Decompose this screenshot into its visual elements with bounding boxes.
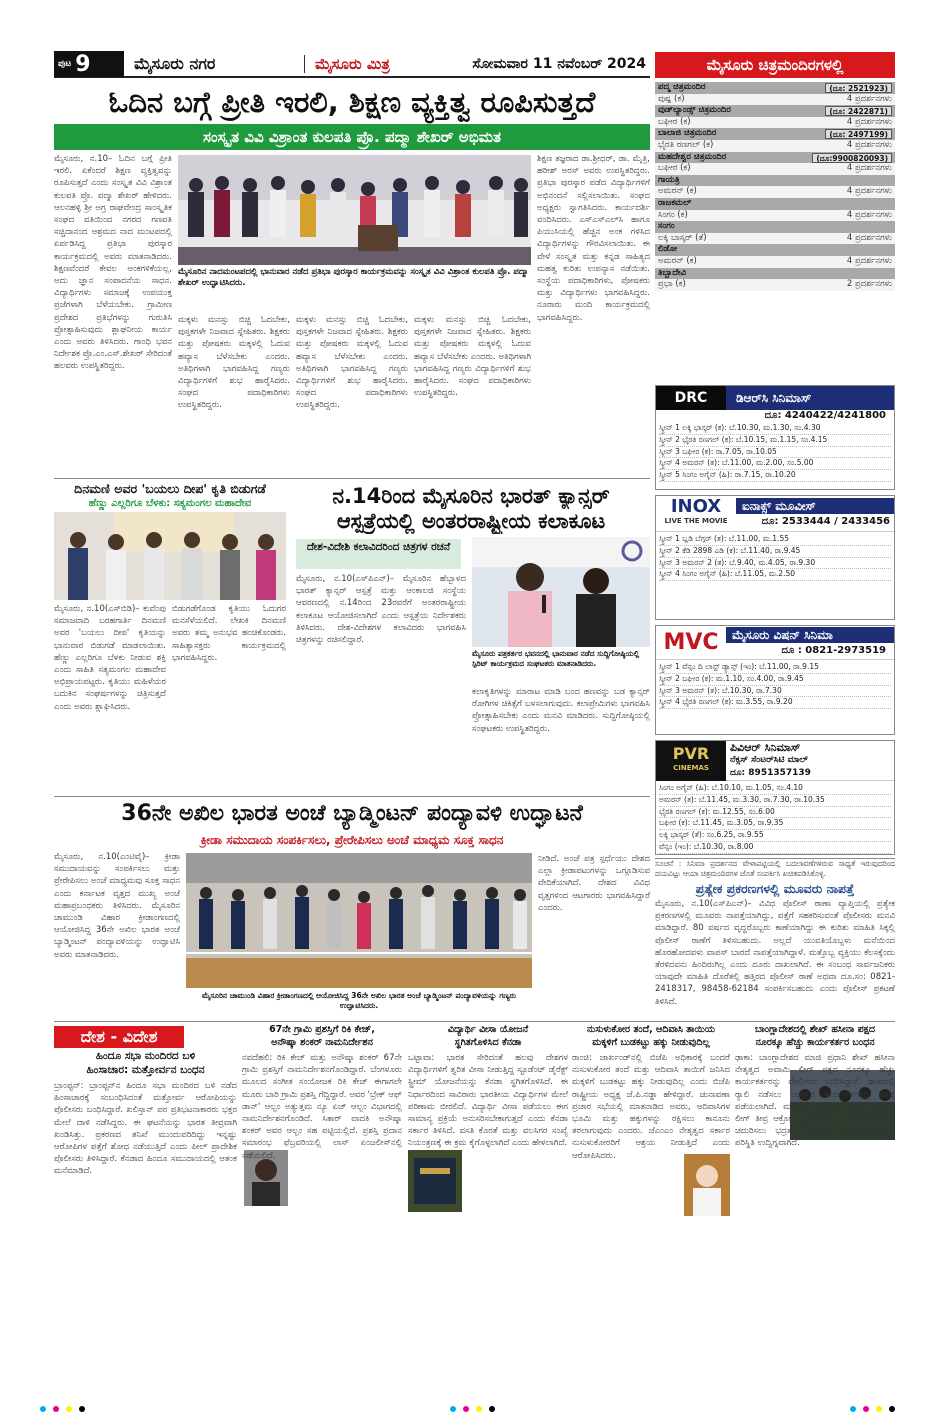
theatre-row <box>655 198 895 210</box>
brand-logo: ಮೈಸೂರು ಮಿತ್ರ <box>304 55 454 73</box>
lead-headline: ಓದಿನ ಬಗ್ಗೆ ಪ್ರೀತಿ ಇರಲಿ, ಶಿಕ್ಷಣ ವ್ಯಕ್ತಿತ್ವ ರೂಪಿಸುತ್ತದೆ <box>108 85 596 119</box>
badminton-column-3: ನೀಡಿದೆ. ಅಂಚೆ ಪತ್ರ ಸ್ಪರ್ಧೆಯು ದೇಶದ ಎಲ್ಲಾ ಕ್ರೀಡಾಪಟುಗಳನ್ನು ಒಗ್ಗೂಡಿಸುವ ವೇದಿಕೆಯಾಗಿದೆ. ದೇಶದ ವಿವಿಧ ವೃತ್ತಗಳಿಂದ ಆಟಗಾರರು ಭಾಗವಹಿಸಿದ್ದಾರೆ ಎಂದರು. <box>538 854 650 913</box>
yellow-dot <box>876 1406 882 1412</box>
registration-marks <box>850 1406 895 1416</box>
mvc-header <box>656 626 894 660</box>
yellow-dot <box>476 1406 482 1412</box>
world-story-3-body: ಒಟ್ಟಾವಾ: ಭಾರತ ಸೇರಿದಂತೆ ಹಲವು ದೇಶಗಳ ವಿದ್ಯಾರ್ಥಿಗಳಿಗೆ ತ್ವರಿತ ವೀಸಾ ನೀಡುತ್ತಿದ್ದ ಸ್ಟೂಡೆಂಟ್ ಡೈರೆಕ್ಟ್ ಸ್ಟ್ರೀಮ್ ಯೋಜನೆಯನ್ನು ಕೆನಡಾ ಸ್ಥಗಿತಗೊಳಿಸಿದೆ. ಈ ನಿರ್ಧಾರದಿಂದ ಸಾವಿರಾರು ಭಾರತೀಯ ವಿದ್ಯಾರ್ಥಿಗಳ ಮೇಲೆ ಪರಿಣಾಮ ಬೀರಲಿದೆ. ವಿದ್ಯಾರ್ಥಿ ವೀಸಾ ಪಡೆಯಲು ಈಗ ಸಾಮಾನ್ಯ ಪ್ರಕ್ರಿಯೆ ಅನುಸರಿಸಬೇಕಾಗುತ್ತದೆ ಎಂದು ಕೆನಡಾ ಸರ್ಕಾರ ತಿಳಿಸಿದೆ. ವಸತಿ ಕೊರತೆ ಮತ್ತು ವಲಸಿಗರ ಸಂಖ್ಯೆ ನಿಯಂತ್ರಣಕ್ಕೆ ಈ ಕ್ರಮ ಕೈಗೊಳ್ಳಲಾಗಿದೆ ಎಂದು ಹೇಳಲಾಗಿದೆ. <box>408 1053 568 1149</box>
film-row <box>655 94 895 106</box>
film-title: ಪ್ರಭಾ (ಕ) <box>658 279 686 290</box>
world-story-5-headline: ಬಾಂಗ್ಲಾದೇಶದಲ್ಲಿ ಶೇಖ್ ಹಸೀನಾ ಪಕ್ಷದ <box>754 1024 876 1035</box>
pvr-logo <box>656 741 726 781</box>
lead-column-2: ಮಕ್ಕಳು ಮನಸ್ಸು ಬಿಚ್ಚಿ ಓದಬೇಕು, ಪುಸ್ತಕಗಳೇ ನಿಜವಾದ ಸ್ನೇಹಿತರು. ಶಿಕ್ಷಕರು ಮತ್ತು ಪೋಷಕರು ಮಕ್ಕಳಲ್ಲಿ ಓದುವ ಹವ್ಯಾಸ ಬೆಳೆಸಬೇಕು ಎಂದರು. ಅತಿಥಿಗಳಾಗಿ ಭಾಗವಹಿಸಿದ್ದ ಗಣ್ಯರು ವಿದ್ಯಾರ್ಥಿಗಳಿಗೆ ಶುಭ ಹಾರೈಸಿದರು. ಸಂಘದ ಪದಾಧಿಕಾರಿಗಳು ಉಪಸ್ಥಿತರಿದ್ದರು. <box>178 315 290 411</box>
theatre-row <box>655 82 895 94</box>
book-column-2: ಬಿಡುಗಡೆಗೊಂಡ ಕೃತಿಯು ಓದುಗರ ಮನಸೆಳೆಯಲಿದೆ. ಲೇಖಕಿ ದಿನಮಣಿ ಅವರು ತಮ್ಮ ಅನುಭವ ಹಂಚಿಕೊಂಡರು. ಸಾಹಿತ್ಯಾಸಕ್ತರು ಕಾರ್ಯಕ್ರಮದಲ್ಲಿ ಭಾಗವಹಿಸಿದ್ದರು. <box>172 604 286 663</box>
schedule-line: ಸ್ಕ್ರೀನ್ 2 ಬಘೀರ (ಕ): ಮ.1.10, ಸಂ.4.00, ರಾ.9.45 <box>659 674 891 686</box>
world-story-1-headline-2: ಹಿಂಸಾಚಾರ: ಮತ್ತೋರ್ವನ ಬಂಧನ <box>86 1064 205 1076</box>
film-shows: 4 ಪ್ರದರ್ಶನಗಳು <box>846 255 892 266</box>
theatre-name: ಬಾಲಾಜಿ ಚಿತ್ರಮಂದಿರ <box>658 128 717 139</box>
page-number-box <box>54 51 124 77</box>
mvc-titlebox <box>726 627 894 659</box>
drc-logo: DRC <box>656 386 726 410</box>
world-story-1-body: ಬ್ರಾಂಪ್ಟನ್: ಬ್ರಾಂಪ್ಟನ್‌ನ ಹಿಂದೂ ಸಭಾ ಮಂದಿರದ ಬಳಿ ನಡೆದ ಹಿಂಸಾಚಾರಕ್ಕೆ ಸಂಬಂಧಿಸಿದಂತೆ ಮತ್ತೋರ್ವ ಆರೋಪಿಯನ್ನು ಪೊಲೀಸರು ಬಂಧಿಸಿದ್ದಾರೆ. ಖಲಿಸ್ತಾನ್ ಪರ ಪ್ರತಿಭಟನಾಕಾರರು ಭಕ್ತರ ಮೇಲೆ ದಾಳಿ ನಡೆಸಿದ್ದರು. ಈ ಘಟನೆಯನ್ನು ಭಾರತ ತೀವ್ರವಾಗಿ ಖಂಡಿಸಿತ್ತು. ಪ್ರಕರಣದ ತನಿಖೆ ಮುಂದುವರಿದಿದ್ದು ಇನ್ನಷ್ಟು ಆರೋಪಿಗಳ ಪತ್ತೆಗೆ ಶೋಧ ನಡೆಯುತ್ತಿದೆ ಎಂದು ಪೀಲ್ ಪ್ರಾದೇಶಿಕ ಪೊಲೀಸರು ತಿಳಿಸಿದ್ದಾರೆ. ಕೆನಡಾದ ಹಿಂದೂ ಸಮುದಾಯದಲ್ಲಿ ಆತಂಕ ಮನೆಮಾಡಿದೆ. <box>54 1081 237 1177</box>
issue-date: ಸೋಮವಾರ 11 ನವೆಂಬರ್ 2024 <box>472 56 646 72</box>
film-row <box>655 117 895 129</box>
world-story-2-body: ನವದೆಹಲಿ: ರಿಕಿ ಕೇಜ್ ಮತ್ತು ಅನೌಷ್ಕಾ ಶಂಕರ್ 67ನೇ ಗ್ರಾಮಿ ಪ್ರಶಸ್ತಿಗೆ ನಾಮನಿರ್ದೇಶನಗೊಂಡಿದ್ದಾರೆ. ಬೆಂಗಳೂರು ಮೂಲದ ಸಂಗೀತ ಸಂಯೋಜಕ ರಿಕಿ ಕೇಜ್ ಈಗಾಗಲೇ ಮೂರು ಬಾರಿ ಗ್ರಾಮಿ ಪ್ರಶಸ್ತಿ ಗೆದ್ದಿದ್ದಾರೆ. ಅವರ 'ಬ್ರೇಕ್ ಆಫ್ ಡಾನ್' ಆಲ್ಬಂ ಅತ್ಯುತ್ತಮ ನ್ಯೂ ಏಜ್ ಆಲ್ಬಂ ವಿಭಾಗದಲ್ಲಿ ನಾಮನಿರ್ದೇಶನಗೊಂಡಿದೆ. ಸಿತಾರ್ ವಾದಕಿ ಅನೌಷ್ಕಾ ಶಂಕರ್ ಅವರ ಆಲ್ಬಂ ಸಹ ಪಟ್ಟಿಯಲ್ಲಿದೆ. ಪ್ರಶಸ್ತಿ ಪ್ರದಾನ ಸಮಾರಂಭ ಫೆಬ್ರವರಿಯಲ್ಲಿ ಲಾಸ್ ಏಂಜಲೀಸ್‌ನಲ್ಲಿ ನಡೆಯಲಿದೆ. <box>242 1053 402 1161</box>
world-story-4-headline: ನುಸುಳುಕೋರ ತಂದೆ, ಆದಿವಾಸಿ ತಾಯಿಯ <box>587 1024 715 1035</box>
cyan-dot <box>450 1406 456 1412</box>
inox-phone: ದೂ: 2533444 / 2433456 <box>761 515 890 527</box>
mvc-cinema-box <box>655 625 895 735</box>
black-dot <box>889 1406 895 1412</box>
inox-header <box>656 496 894 532</box>
lead-photo-caption: ಮೈಸೂರಿನ ನಾದಮಂಟಪದಲ್ಲಿ ಭಾನುವಾರ ನಡೆದ ಪ್ರತಿಭಾ ಪುರಸ್ಕಾರ ಕಾರ್ಯಕ್ರಮವನ್ನು ಸಂಸ್ಕೃತ ವಿವಿ ವಿಶ್ರಾಂತ ಕುಲಪತಿ ಪ್ರೊ. ಪದ್ಮಾ ಶೇಖರ್ ಉದ್ಘಾಟಿಸಿದರು. <box>178 267 529 288</box>
page-label: ಪುಟ <box>58 59 72 69</box>
schedule-line: ಸ್ಕ್ರೀನ್ 5 ಸಿಂಗಂ ಅಗೈನ್ (ಹಿ): ರಾ.7.15, ರಾ.10.20 <box>659 470 891 482</box>
film-row <box>655 233 895 245</box>
registration-marks <box>40 1406 85 1416</box>
book-photo <box>54 512 286 600</box>
drc-header <box>656 386 894 410</box>
theatre-name: ತಿಬ್ಬಾದೇವಿ <box>658 267 687 278</box>
pvr-phone: ದೂ: 8951357139 <box>730 768 811 778</box>
world-story-4-body: ರಾಂಚಿ: ಜಾರ್ಖಂಡ್‌ನಲ್ಲಿ ಬಿಜೆಪಿ ಅಧಿಕಾರಕ್ಕೆ ಬಂದರೆ ನುಸುಳುಕೋರ ತಂದೆ ಮತ್ತು ಆದಿವಾಸಿ ತಾಯಿಗೆ ಜನಿಸಿದ ಮಕ್ಕಳಿಗೆ ಬುಡಕಟ್ಟು ಹಕ್ಕು ನೀಡುವುದಿಲ್ಲ ಎಂದು ಬಿಜೆಪಿ ರಾಷ್ಟ್ರೀಯ ಅಧ್ಯಕ್ಷ ಜೆ.ಪಿ.ನಡ್ಡಾ ಹೇಳಿದ್ದಾರೆ. ಚುನಾವಣಾ ಪ್ರಚಾರ ಸಭೆಯಲ್ಲಿ ಮಾತನಾಡಿದ ಅವರು, ಆದಿವಾಸಿಗಳ ಭೂಮಿ ಮತ್ತು ಹಕ್ಕುಗಳನ್ನು ರಕ್ಷಿಸಲು ಕಾನೂನು ತರಲಾಗುವುದು ಎಂದರು. ಜೆಎಂಎಂ ನೇತೃತ್ವದ ಸರ್ಕಾರ ನುಸುಳುಕೋರರಿಗೆ ಆಶ್ರಯ ನೀಡುತ್ತಿದೆ ಎಂದು ಆರೋಪಿಸಿದರು. <box>572 1053 730 1161</box>
lead-photo <box>178 155 531 265</box>
film-shows: 4 ಪ್ರದರ್ಶನಗಳು <box>846 163 892 174</box>
schedule-line: ಸ್ಕ್ರೀನ್ 4 ಭೈರತಿ ರಣಗಲ್ (ಕ): ಮ.3.55, ರಾ.9.20 <box>659 697 891 709</box>
badminton-photo <box>186 853 532 988</box>
book-column-1: ಮೈಸೂರು, ನ.10(ಎಸ್‌ಬಿಡಿ)– ಕುವೆಂಪು ಸಮಾಜವಾದಿ ಬರಹಗಾರ್ತಿ ದಿನಮಣಿ ಅವರ 'ಬಯಲು ದೀಪ' ಕೃತಿಯನ್ನು ಭಾನುವಾರ ಬಿಡುಗಡೆ ಮಾಡಲಾಯಿತು. ಹೆಣ್ಣು ಎಲ್ಲರಿಗೂ ಬೆಳಕು ನೀಡುವ ಶಕ್ತಿ ಎಂದು ಸಾಹಿತಿ ಸತ್ಯಮಂಗಲ ಮಹಾದೇವ ಅಭಿಪ್ರಾಯಪಟ್ಟರು. ಕೃತಿಯು ಮಹಿಳೆಯರ ಬದುಕಿನ ಸಂಘರ್ಷಗಳನ್ನು ಚಿತ್ರಿಸುತ್ತದೆ ಎಂದು ಅವರು ಶ್ಲಾಘಿಸಿದರು. <box>54 604 166 712</box>
cancer-kicker: ದೇಶ-ವಿದೇಶಿ ಕಲಾವಿದರಿಂದ ಚಿತ್ರಗಳ ರಚನೆ <box>296 539 461 569</box>
black-dot <box>489 1406 495 1412</box>
theatre-row <box>655 128 895 140</box>
schedule-line: ಸ್ಕ್ರೀನ್ 2 ಭೈರತಿ ರಣಗಲ್ (ಕ): ಬೆ.10.15, ಮ.1.15, ಸಂ.4.15 <box>659 435 891 447</box>
inox-name: ಐನಾಕ್ಸ್ ಮೂವೀಸ್ <box>736 498 894 514</box>
schedule-line: ಸ್ಕ್ರೀನ್ 1 ವೆನ್ಸಂ ದಿ ಲಾಸ್ಟ್ ಡ್ಯಾನ್ಸ್ (ಇಂ): ಬೆ.11.00, ರಾ.9.15 <box>659 662 891 674</box>
film-title: ಬಘೀರ (ಕ) <box>658 116 691 127</box>
divider <box>54 796 650 797</box>
film-title: ಬಘೀರ (ಕ) <box>658 163 691 174</box>
cancer-photo-caption: ಮೈಸೂರು ಪತ್ರಕರ್ತರ ಭವನದಲ್ಲಿ ಭಾನುವಾರ ನಡೆದ ಸುದ್ದಿಗೋಷ್ಠಿಯಲ್ಲಿ ಸ್ಪಿರಿಟ್ ಕಾರ್ಯಕ್ರಮದ ಸಂಘಟಕರು ಮಾತನಾಡಿದರು. <box>472 649 640 668</box>
schedule-line: ಸ್ಕ್ರೀನ್ 3 ಅಮರನ್ (ತ): ಬೆ.10.30, ರಾ.7.30 <box>659 686 891 698</box>
world-story-5-body: ಢಾಕಾ: ಬಾಂಗ್ಲಾದೇಶದ ಮಾಜಿ ಪ್ರಧಾನಿ ಶೇಖ್ ಹಸೀನಾ ನೇತೃತ್ವದ ಅವಾಮಿ ಲೀಗ್ ಪಕ್ಷದ ನೂರಕ್ಕೂ ಹೆಚ್ಚು ಕಾರ್ಯಕರ್ತರನ್ನು ಪೊಲೀಸರು ಬಂಧಿಸಿದ್ದಾರೆ. ಢಾಕಾದಲ್ಲಿ ರ‍್ಯಾಲಿ ನಡೆಸಲು ಯತ್ನಿಸಿದ ಕಾರ್ಯಕರ್ತರನ್ನು ವಶಕ್ಕೆ ಪಡೆಯಲಾಗಿದೆ. ಮಧ್ಯಂತರ ಸರ್ಕಾರದ ಕ್ರಮಕ್ಕೆ ಅವಾಮಿ ಲೀಗ್ ತೀವ್ರ ಆಕ್ರೋಶ ವ್ಯಕ್ತಪಡಿಸಿದೆ. ಪ್ರತಿಭಟನಾಕಾರರನ್ನು ಚದುರಿಸಲು ಭದ್ರತಾ ಪಡೆಗಳನ್ನು ನಿಯೋಜಿಸಲಾಗಿತ್ತು. ಪರಿಸ್ಥಿತಿ ಉದ್ವಿಗ್ನವಾಗಿದೆ. <box>735 1053 895 1149</box>
divider <box>54 1021 895 1022</box>
film-title: ಭೈರತಿ ರಣಗಲ್ (ಕ) <box>658 139 714 150</box>
film-row <box>655 256 895 268</box>
lead-column-3b: ಮಕ್ಕಳು ಮನಸ್ಸು ಬಿಚ್ಚಿ ಓದಬೇಕು, ಪುಸ್ತಕಗಳೇ ನಿಜವಾದ ಸ್ನೇಹಿತರು. ಶಿಕ್ಷಕರು ಮತ್ತು ಪೋಷಕರು ಮಕ್ಕಳಲ್ಲಿ ಓದುವ ಹವ್ಯಾಸ ಬೆಳೆಸಬೇಕು ಎಂದರು. ಅತಿಥಿಗಳಾಗಿ ಭಾಗವಹಿಸಿದ್ದ ಗಣ್ಯರು ವಿದ್ಯಾರ್ಥಿಗಳಿಗೆ ಶುಭ ಹಾರೈಸಿದರು. ಸಂಘದ ಪದಾಧಿಕಾರಿಗಳು ಉಪಸ್ಥಿತರಿದ್ದರು. <box>414 315 531 399</box>
theatre-row <box>655 175 895 187</box>
schedule-line: ಸ್ಕ್ರೀನ್ 4 ಸಿಂಗಂ ಅಗೈನ್ (ಹಿ): ಬೆ.11.05, ಮ.2.50 <box>659 569 891 581</box>
inox-schedule <box>656 532 894 583</box>
theatre-phone: (ದೂ: 2422871) <box>825 106 892 116</box>
schedule-line: ಭೈರತಿ ರಣಗಲ್ (ಕ): ಮ.12.55, ಸಂ.6.00 <box>659 807 891 819</box>
film-shows: 4 ಪ್ರದರ್ಶನಗಳು <box>846 93 892 104</box>
film-row <box>655 186 895 198</box>
world-story-1-headline: ಹಿಂದೂ ಸಭಾ ಮಂದಿರದ ಬಳಿ <box>95 1050 196 1062</box>
schedule-line: ಸ್ಕ್ರೀನ್ 1 ಲಕ್ಕಿ ಭಾಸ್ಕರ್ (ಕ): ಬೆ.10.30, ಮ.1.30, ಸಂ.4.30 <box>659 423 891 435</box>
schedule-line: ವೆನ್ಸಂ (ಇಂ): ಬೆ.10.30, ರಾ.8.00 <box>659 842 891 854</box>
theatre-list <box>655 82 895 291</box>
badminton-column-1: ಮೈಸೂರು, ನ.10(ಎಂಟಿವೈ)– ಕ್ರೀಡಾ ಸಮುದಾಯವನ್ನು ಸಂಪರ್ಕಿಸಲು ಮತ್ತು ಪ್ರೇರೇಪಿಸಲು ಅಂಚೆ ಮಾಧ್ಯಮವು ಸೂಕ್ತ ಸಾಧನ ಎಂದು ಕರ್ನಾಟಕ ವೃತ್ತದ ಮುಖ್ಯ ಅಂಚೆ ಮಹಾಪ್ರಬಂಧಕರು ತಿಳಿಸಿದರು. ಮೈಸೂರಿನ ಚಾಮುಂಡಿ ವಿಹಾರ ಕ್ರೀಡಾಂಗಣದಲ್ಲಿ ಆಯೋಜಿಸಿದ್ದ 36ನೇ ಅಖಿಲ ಭಾರತ ಅಂಚೆ ಬ್ಯಾಡ್ಮಿಂಟನ್ ಪಂದ್ಯಾವಳಿಯನ್ನು ಉದ್ಘಾಟಿಸಿ ಅವರು ಮಾತನಾಡಿದರು. <box>54 852 180 960</box>
mvc-logo: MVC <box>663 630 719 655</box>
cyan-dot <box>850 1406 856 1412</box>
world-story-5-headline-2: ನೂರಕ್ಕೂ ಹೆಚ್ಚು ಕಾರ್ಯಕರ್ತರ ಬಂಧನ <box>755 1037 875 1048</box>
schedule-line: ಸ್ಕ್ರೀನ್ 2 ಕೆಡಿ 2898 ಎಡಿ (ಕ): ಬೆ.11.40, ರಾ.9.45 <box>659 546 891 558</box>
mvc-phone: ದೂ : 0821-2973519 <box>781 644 886 656</box>
cancer-headline-1: ನ.14ರಿಂದ ಮೈಸೂರಿನ ಭಾರತ್ ಕ್ಯಾನ್ಸರ್ <box>332 484 610 508</box>
film-row <box>655 163 895 175</box>
theatre-phone: (ದೂ:9900820093) <box>812 153 892 163</box>
film-title: ಸಿಂಗಂ (ಕ) <box>658 209 688 220</box>
inox-logo-text: INOX <box>670 495 722 517</box>
pvr-logo-text: PVR <box>672 743 710 763</box>
book-headline: ದಿನಮಣಿ ಅವರ 'ಬಯಲು ದೀಪ' ಕೃತಿ ಬಿಡುಗಡೆ <box>74 481 266 496</box>
theatre-row <box>655 105 895 117</box>
book-subhead: ಹೆಣ್ಣು ಎಲ್ಲರಿಗೂ ಬೆಳಕು: ಸತ್ಯಮಂಗಲ ಮಹಾದೇವ <box>88 498 252 509</box>
yellow-dot <box>66 1406 72 1412</box>
theatre-row <box>655 152 895 164</box>
drc-schedule <box>656 421 894 484</box>
pvr-header <box>656 741 894 781</box>
theatre-name: ರಾಜಕಮಲ್ <box>658 197 692 208</box>
inox-tagline: LIVE THE MOVIE <box>664 516 728 525</box>
theatre-row <box>655 221 895 233</box>
pvr-venue: ನೆಕ್ಸಸ್ ಸೆಂಟರ್‌ಸಿಟಿ ಮಾಲ್ <box>730 755 809 765</box>
world-section-label: ದೇಶ - ವಿದೇಶ <box>54 1026 184 1048</box>
film-row <box>655 140 895 152</box>
theatre-name: ವುಡ್‌ಲ್ಯಾಂಡ್ಸ್ ಚಿತ್ರಮಂದಿರ <box>658 105 731 116</box>
page-number: 9 <box>75 51 91 77</box>
mvc-schedule <box>656 660 894 711</box>
movies-section-title: ಮೈಸೂರು ಚಿತ್ರಮಂದಿರಗಳಲ್ಲಿ <box>655 52 895 78</box>
lead-column-1: ಮೈಸೂರು, ನ.10– ಓದಿನ ಬಗ್ಗೆ ಪ್ರೀತಿ ಇರಲಿ. ಏಕೆಂದರೆ ಶಿಕ್ಷಣ ವ್ಯಕ್ತಿತ್ವವನ್ನು ರೂಪಿಸುತ್ತದೆ ಎಂದು ಸಂಸ್ಕೃತ ವಿವಿ ವಿಶ್ರಾಂತ ಕುಲಪತಿ ಪ್ರೊ. ಪದ್ಮಾ ಶೇಖರ್ ಹೇಳಿದರು. ಆಲನಹಳ್ಳಿ ಶ್ರೀ ಅಗ್ರ ರಾಘವೇಂದ್ರ ಸಾಂಸ್ಕೃತಿಕ ಸಂಘದ ವತಿಯಿಂದ ನಗರದ ಗಣಪತಿ ಸಚ್ಚಿದಾನಂದ ಆಶ್ರಮದ ನಾದ ಮಂಟಪದಲ್ಲಿ ಏರ್ಪಡಿಸಿದ್ದ ಪ್ರತಿಭಾ ಪುರಸ್ಕಾರ ಕಾರ್ಯಕ್ರಮದಲ್ಲಿ ಅವರು ಮಾತನಾಡಿದರು. ಶಿಕ್ಷಣವೆಂದರೆ ಕೇವಲ ಅಂಕಗಳಿಕೆಯಲ್ಲ, ಅದು ಜ್ಞಾನ ಸಂಪಾದನೆಯ ಸಾಧನ. ವಿದ್ಯಾರ್ಥಿಗಳು ಸಮಾಜಕ್ಕೆ ಉಪಯುಕ್ತ ಪ್ರಜೆಗಳಾಗಿ ಬೆಳೆಯಬೇಕು. ಗ್ರಾಮೀಣ ಪ್ರದೇಶದ ಪ್ರತಿಭೆಗಳನ್ನು ಗುರುತಿಸಿ ಪ್ರೋತ್ಸಾಹಿಸುವುದು ಶ್ಲಾಘನೀಯ ಕಾರ್ಯ ಎಂದು ಅವರು ತಿಳಿಸಿದರು. ಗಾಂಧಿ ಭವನ ನಿರ್ದೇಶಕ ಪ್ರೊ.ಎಂ.ಎಸ್.ಶೇಖರ್ ಸೇರಿದಂತೆ ಹಲವರು ಉಪಸ್ಥಿತರಿದ್ದರು. <box>54 154 172 372</box>
badminton-headline: 36ನೇ ಅಖಿಲ ಭಾರತ ಅಂಚೆ ಬ್ಯಾಡ್ಮಿಂಟನ್ ಪಂದ್ಯಾವಳಿ ಉದ್ಘಾಟನೆ <box>121 801 583 826</box>
theatre-phone: (ದೂ: 2521923) <box>825 83 892 93</box>
registration-marks <box>450 1406 495 1416</box>
schedule-line: ಅಮರನ್ (ತ): ಬೆ.11.45, ಮ.3.30, ರಾ.7.30, ರಾ.10.35 <box>659 795 891 807</box>
film-shows: 4 ಪ್ರದರ್ಶನಗಳು <box>846 186 892 197</box>
cancer-column-1: ಮೈಸೂರು, ನ.10(ಎಸ್‌ಪಿಎನ್)– ಮೈಸೂರಿನ ಹೆಬ್ಬಾಳದ ಭಾರತ್ ಕ್ಯಾನ್ಸರ್ ಆಸ್ಪತ್ರೆ ಮತ್ತು ಆಂಕಾಲಜಿ ಸಂಸ್ಥೆಯ ಆವರಣದಲ್ಲಿ ನ.14ರಿಂದ 23ರವರೆಗೆ ಅಂತರರಾಷ್ಟ್ರೀಯ ಕಲಾಕೂಟ ಆಯೋಜಿಸಲಾಗಿದೆ ಎಂದು ಆಸ್ಪತ್ರೆಯ ನಿರ್ದೇಶಕರು ತಿಳಿಸಿದರು. ದೇಶ-ವಿದೇಶಗಳ ಕಲಾವಿದರು ಭಾಗವಹಿಸಿ ಚಿತ್ರಗಳನ್ನು ರಚಿಸಲಿದ್ದಾರೆ. <box>296 574 466 646</box>
theatre-name: ಗಾಯತ್ರಿ <box>658 174 680 185</box>
theatre-name: ಸಂಗಂ <box>658 221 675 232</box>
divider <box>54 478 650 479</box>
film-row <box>655 279 895 291</box>
lead-column-4: ಶಿಕ್ಷಣ ತಜ್ಞರಾದ ಡಾ.ಶ್ರೀಧರ್, ಡಾ. ಮೈತ್ರಿ, ಹರೀಶ್ ಅರಸ್ ಅವರು ಉಪಸ್ಥಿತರಿದ್ದರು. ಪ್ರತಿಭಾ ಪುರಸ್ಕಾರ ಪಡೆದ ವಿದ್ಯಾರ್ಥಿಗಳಿಗೆ ಅಭಿನಂದನೆ ಸಲ್ಲಿಸಲಾಯಿತು. ಸಂಘದ ಅಧ್ಯಕ್ಷರು ಸ್ವಾಗತಿಸಿದರು. ಕಾರ್ಯದರ್ಶಿ ವಂದಿಸಿದರು. ಎಸ್ಎಸ್ಎಲ್‌ಸಿ ಹಾಗೂ ಪಿಯುಸಿಯಲ್ಲಿ ಹೆಚ್ಚಿನ ಅಂಕ ಗಳಿಸಿದ ವಿದ್ಯಾರ್ಥಿಗಳನ್ನು ಗೌರವಿಸಲಾಯಿತು. ಈ ವೇಳೆ ಸಂಸ್ಕೃತ ಮತ್ತು ಕನ್ನಡ ಸಾಹಿತ್ಯದ ಮಹತ್ವ ಕುರಿತು ಉಪನ್ಯಾಸ ನಡೆಯಿತು. ಸಂಸ್ಥೆಯ ಪದಾಧಿಕಾರಿಗಳು, ಪೋಷಕರು ಮತ್ತು ವಿದ್ಯಾರ್ಥಿಗಳು ಭಾಗವಹಿಸಿದ್ದರು. ನೂರಾರು ಮಂದಿ ಕಾರ್ಯಕ್ರಮದಲ್ಲಿ ಭಾಗವಹಿಸಿದ್ದರು. <box>537 154 650 323</box>
schedule-line: ಸ್ಕ್ರೀನ್ 3 ಬಘೀರ (ಕ): ರಾ.7.05, ರಾ.10.05 <box>659 447 891 459</box>
film-shows: 4 ಪ್ರದರ್ಶನಗಳು <box>846 139 892 150</box>
cyan-dot <box>40 1406 46 1412</box>
world-story-2-headline: 67ನೇ ಗ್ರಾಮಿ ಪ್ರಶಸ್ತಿಗೆ ರಿಕಿ ಕೇಜ್, <box>269 1024 375 1035</box>
masthead <box>54 52 650 78</box>
film-shows: 4 ಪ್ರದರ್ಶನಗಳು <box>846 209 892 220</box>
film-title: ಅಮರನ್ (ಕ) <box>658 255 697 266</box>
world-story-3-headline: ವಿದ್ಯಾರ್ಥಿ ವೀಸಾ ಯೋಜನೆ <box>447 1024 529 1035</box>
drc-cinema-box <box>655 385 895 490</box>
theatre-name: ಮಹದೇಶ್ವರ ಚಿತ್ರಮಂದಿರ <box>658 151 727 162</box>
drc-name: ಡಿಆರ್‌ಸಿ ಸಿನಿಮಾಸ್ <box>736 390 812 405</box>
theatre-row <box>655 268 895 280</box>
film-shows: 4 ಪ್ರದರ್ಶನಗಳು <box>846 116 892 127</box>
theatre-name: ಪದ್ಮ ಚಿತ್ರಮಂದಿರ <box>658 82 706 92</box>
pvr-titlebox <box>726 741 894 780</box>
cancer-headline-2: ಆಸ್ಪತ್ರೆಯಲ್ಲಿ ಅಂತರರಾಷ್ಟ್ರೀಯ ಕಲಾಕೂಟ <box>336 509 606 533</box>
film-row <box>655 210 895 222</box>
inox-logo <box>656 495 736 528</box>
film-shows: 4 ಪ್ರದರ್ಶನಗಳು <box>846 232 892 243</box>
theatre-phone: (ದೂ: 2497199) <box>825 129 892 139</box>
lead-column-3: ಮಕ್ಕಳು ಮನಸ್ಸು ಬಿಚ್ಚಿ ಓದಬೇಕು, ಪುಸ್ತಕಗಳೇ ನಿಜವಾದ ಸ್ನೇಹಿತರು. ಶಿಕ್ಷಕರು ಮತ್ತು ಪೋಷಕರು ಮಕ್ಕಳಲ್ಲಿ ಓದುವ ಹವ್ಯಾಸ ಬೆಳೆಸಬೇಕು ಎಂದರು. ಅತಿಥಿಗಳಾಗಿ ಭಾಗವಹಿಸಿದ್ದ ಗಣ್ಯರು ವಿದ್ಯಾರ್ಥಿಗಳಿಗೆ ಶುಭ ಹಾರೈಸಿದರು. ಸಂಘದ ಪದಾಧಿಕಾರಿಗಳು ಉಪಸ್ಥಿತರಿದ್ದರು. <box>296 315 408 411</box>
cancer-photo <box>472 537 650 647</box>
film-title: ಲಕ್ಕಿ ಬಾಸ್ಕರ್ (ತೆ) <box>658 232 707 243</box>
theatre-name: ಲಿಡೋ <box>658 244 678 255</box>
inox-cinema-box <box>655 495 895 620</box>
inox-titlebox <box>736 498 894 530</box>
magenta-dot <box>863 1406 869 1412</box>
pvr-schedule <box>656 781 894 855</box>
schedule-line: ಬಘೀರ (ಕ): ಬೆ.11.45, ಮ.3.05, ರಾ.9.35 <box>659 818 891 830</box>
pvr-name: ಪಿವಿಆರ್ ಸಿನಿಮಾಸ್ <box>730 741 801 754</box>
black-dot <box>79 1406 85 1412</box>
badminton-subhead: ಕ್ರೀಡಾ ಸಮುದಾಯ ಸಂಪರ್ಕಿಸಲು, ಪ್ರೇರೇಪಿಸಲು ಅಂಚೆ ಮಾಧ್ಯಮ ಸೂಕ್ತ ಸಾಧನ <box>200 833 504 847</box>
schedule-line: ಸ್ಕ್ರೀನ್ 1 ಬ್ಲಡಿ ಬೆಗ್ಗರ್ (ತ): ಬೆ.11.00, ಮ.1.55 <box>659 534 891 546</box>
cancer-column-2: ಕಲಾಕೃತಿಗಳನ್ನು ಮಾರಾಟ ಮಾಡಿ ಬಂದ ಹಣವನ್ನು ಬಡ ಕ್ಯಾನ್ಸರ್ ರೋಗಿಗಳ ಚಿಕಿತ್ಸೆಗೆ ಬಳಸಲಾಗುವುದು. ಕಲಾಪ್ರೇಮಿಗಳು ಭಾಗವಹಿಸಿ ಪ್ರೋತ್ಸಾಹಿಸಬೇಕು ಎಂದು ಮನವಿ ಮಾಡಿದರು. ಸುದ್ದಿಗೋಷ್ಠಿಯಲ್ಲಿ ಸಂಘಟಕರು ಉಪಸ್ಥಿತರಿದ್ದರು. <box>472 687 650 734</box>
missing-headline: ಪ್ರತ್ಯೇಕ ಪ್ರಕರಣಗಳಲ್ಲಿ ಮೂವರು ನಾಪತ್ತೆ <box>695 881 855 896</box>
lead-subhead: ಸಂಸ್ಕೃತ ವಿವಿ ವಿಶ್ರಾಂತ ಕುಲಪತಿ ಪ್ರೊ. ಪದ್ಮಾ ಶೇಖರ್ ಅಭಿಮತ <box>54 124 650 150</box>
theatre-row <box>655 244 895 256</box>
magenta-dot <box>463 1406 469 1412</box>
film-title: ಪುಷ್ಪ (ಕ) <box>658 93 685 104</box>
section-title: ಮೈಸೂರು ನಗರ <box>134 54 216 73</box>
mvc-name: ಮೈಸೂರು ವಿಷನ್ ಸಿನಿಮಾ <box>726 627 894 643</box>
drc-phone: ದೂ: 4240422/4241800 <box>764 410 886 421</box>
film-title: ಅಮರನ್ (ಕ) <box>658 186 697 197</box>
film-shows: 2 ಪ್ರದರ್ಶನಗಳು <box>846 279 892 290</box>
pvr-cinema-box <box>655 740 895 855</box>
world-story-3-headline-2: ಸ್ಥಗಿತಗೊಳಿಸಿದ ಕೆನಡಾ <box>454 1037 522 1048</box>
missing-body: ಮೈಸೂರು, ನ.10(ಎಸ್‌ಪಿಎನ್)– ವಿವಿಧ ಪೊಲೀಸ್ ಠಾಣಾ ವ್ಯಾಪ್ತಿಯಲ್ಲಿ ಪ್ರತ್ಯೇಕ ಪ್ರಕರಣಗಳಲ್ಲಿ ಮೂವರು ನಾಪತ್ತೆಯಾಗಿದ್ದು, ಪತ್ತೆಗೆ ಸಹಕರಿಸುವಂತೆ ಪೊಲೀಸರು ಮನವಿ ಮಾಡಿದ್ದಾರೆ. 80 ವರ್ಷದ ವೃದ್ಧರೊಬ್ಬರು ಕಾಣೆಯಾಗಿದ್ದು ಈ ಕುರಿತು ಮಾಹಿತಿ ಸಿಕ್ಕಲ್ಲಿ ಪೊಲೀಸ್ ಠಾಣೆಗೆ ತಿಳಿಸಬಹುದು. ಅಲ್ಲದೆ ಯುವತಿಯೊಬ್ಬಳು ಮನೆಯಿಂದ ಹೊರಹೋದವಳು ವಾಪಸ್ ಬಾರದೆ ನಾಪತ್ತೆಯಾಗಿದ್ದಾಳೆ. ಮತ್ತೊಬ್ಬ ವ್ಯಕ್ತಿಯು ಕೆಲಸಕ್ಕೆಂದು ತೆರಳಿದವನು ಹಿಂದಿರುಗಿಲ್ಲ ಎಂದು ದೂರು ದಾಖಲಾಗಿದೆ. ಈ ಸಂಬಂಧ ಸಾರ್ವಜನಿಕರು ಯಾವುದೇ ಮಾಹಿತಿ ದೊರೆತಲ್ಲಿ ಹತ್ತಿರದ ಪೊಲೀಸ್ ಠಾಣೆ ಅಥವಾ ದೂ.ಸಂ: 0821-2418317, 98458-62184 ಸಂಪರ್ಕಿಸಬಹುದು ಎಂದು ಪೊಲೀಸ್ ಪ್ರಕಟಣೆ ತಿಳಿಸಿದೆ. <box>655 899 895 1007</box>
pvr-logo-sub: CINEMAS <box>673 763 709 772</box>
schedule-line: ಸ್ಕ್ರೀನ್ 4 ಅಮರನ್ (ತ): ಬೆ.11.00, ಮ.2.00, ಸಂ.5.00 <box>659 458 891 470</box>
schedule-line: ಲಕ್ಕಿ ಭಾಸ್ಕರ್ (ತೆ): ಸಂ.6.25, ರಾ.9.55 <box>659 830 891 842</box>
schedule-line: ಸ್ಕ್ರೀನ್ 3 ಅಮರನ್ 2 (ತ): ಬೆ.9.40, ಮ.4.05, ರಾ.9.30 <box>659 558 891 570</box>
badminton-photo-caption: ಮೈಸೂರಿನ ಚಾಮುಂಡಿ ವಿಹಾರ ಕ್ರೀಡಾಂಗಣದಲ್ಲಿ ಆಯೋಜಿಸಿದ್ದ 36ನೇ ಅಖಿಲ ಭಾರತ ಅಂಚೆ ಬ್ಯಾಡ್ಮಿಂಟನ್ ಪಂದ್ಯಾವಳಿಯನ್ನು ಗಣ್ಯರು ಉದ್ಘಾಟಿಸಿದರು. <box>201 991 516 1010</box>
world-story-4-headline-2: ಮಕ್ಕಳಿಗೆ ಬುಡಕಟ್ಟು ಹಕ್ಕು ನೀಡುವುದಿಲ್ಲ <box>592 1037 710 1048</box>
world-story-2-headline-2: ಅನೌಷ್ಕಾ ಶಂಕರ್ ನಾಮನಿರ್ದೇಶನ <box>271 1037 373 1048</box>
schedule-line: ಸಿಂಗಂ ಅಗೈನ್ (ಹಿ): ಬೆ.10.10, ಮ.1.05, ಸಂ.4.10 <box>659 783 891 795</box>
magenta-dot <box>53 1406 59 1412</box>
schedule-note: ಸೂಚನೆ : ಸಿನಿಮಾ ಪ್ರದರ್ಶನದ ವೇಳಾಪಟ್ಟಿಯಲ್ಲಿ ಬದಲಾವಣೆಗಳಿರುವ ಸಾಧ್ಯತೆ ಇರುವುದರಿಂದ ದಯವಿಟ್ಟು ಆಯಾ ಚಿತ್ರಮಂದಿರಗಳ ಜೊತೆ ಸಂಪರ್ಕಿಸಿ ಖಚಿತಪಡಿಸಿಕೊಳ್ಳಿ. <box>655 859 895 878</box>
